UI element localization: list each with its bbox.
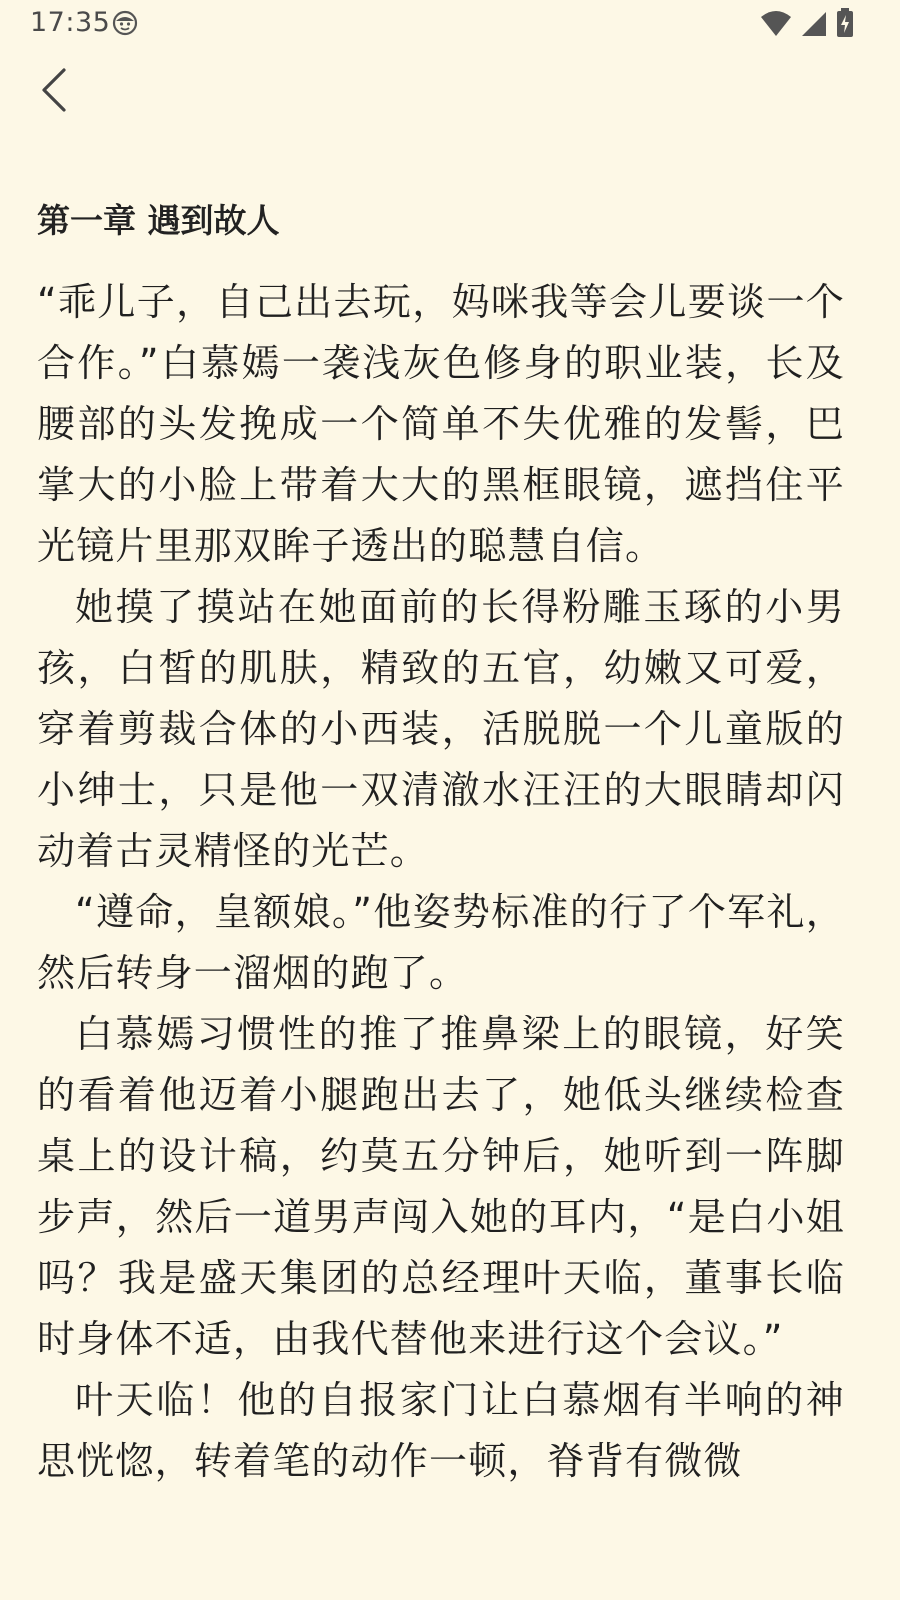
paragraph: 叶天临！他的自报家门让白慕烟有半响的神思恍惚，转着笔的动作一顿，脊背有微微 bbox=[37, 1378, 845, 1483]
status-bar bbox=[0, 0, 900, 48]
chapter-title: 第一章 遇到故人 bbox=[37, 201, 280, 240]
paragraph: 白慕嫣习惯性的推了推鼻梁上的眼镜，好笑的看着他迈着小腿跑出去了，她低头继续检查桌上的设计稿，约莫五分钟后，她听到一阵脚步声，然后一道男声闯入她的耳内，“是白小姐吗？我是盛天集团的总经理叶天临，董事长临时身体不适，由我代替他来进行这个会议。” bbox=[37, 1012, 845, 1361]
face-icon bbox=[112, 10, 138, 36]
paragraph: “乖儿子，自己出去玩，妈咪我等会儿要谈一个合作。”白慕嫣一袭浅灰色修身的职业装，长及腰部的头发挽成一个简单不失优雅的发髻，巴掌大的小脸上带着大大的黑框眼镜，遮挡住平光镜片里那双眸子透出的聪慧自信。 bbox=[37, 280, 845, 568]
reader-content[interactable] bbox=[37, 198, 845, 1492]
back-button[interactable] bbox=[30, 66, 78, 114]
chevron-left-icon bbox=[30, 66, 78, 114]
status-time: 17:35 bbox=[30, 7, 111, 38]
paragraph: “遵命，皇额娘。”他姿势标准的行了个军礼，然后转身一溜烟的跑了。 bbox=[37, 890, 845, 995]
battery-charging-icon bbox=[836, 8, 854, 38]
signal-icon bbox=[800, 9, 828, 37]
paragraph: 她摸了摸站在她面前的长得粉雕玉琢的小男孩，白皙的肌肤，精致的五官，幼嫩又可爱，穿着剪裁合体的小西装，活脱脱一个儿童版的小绅士，只是他一双清澈水汪汪的大眼睛却闪动着古灵精怪的光芒。 bbox=[37, 585, 845, 873]
wifi-icon bbox=[760, 9, 792, 37]
system-icons bbox=[760, 8, 854, 38]
